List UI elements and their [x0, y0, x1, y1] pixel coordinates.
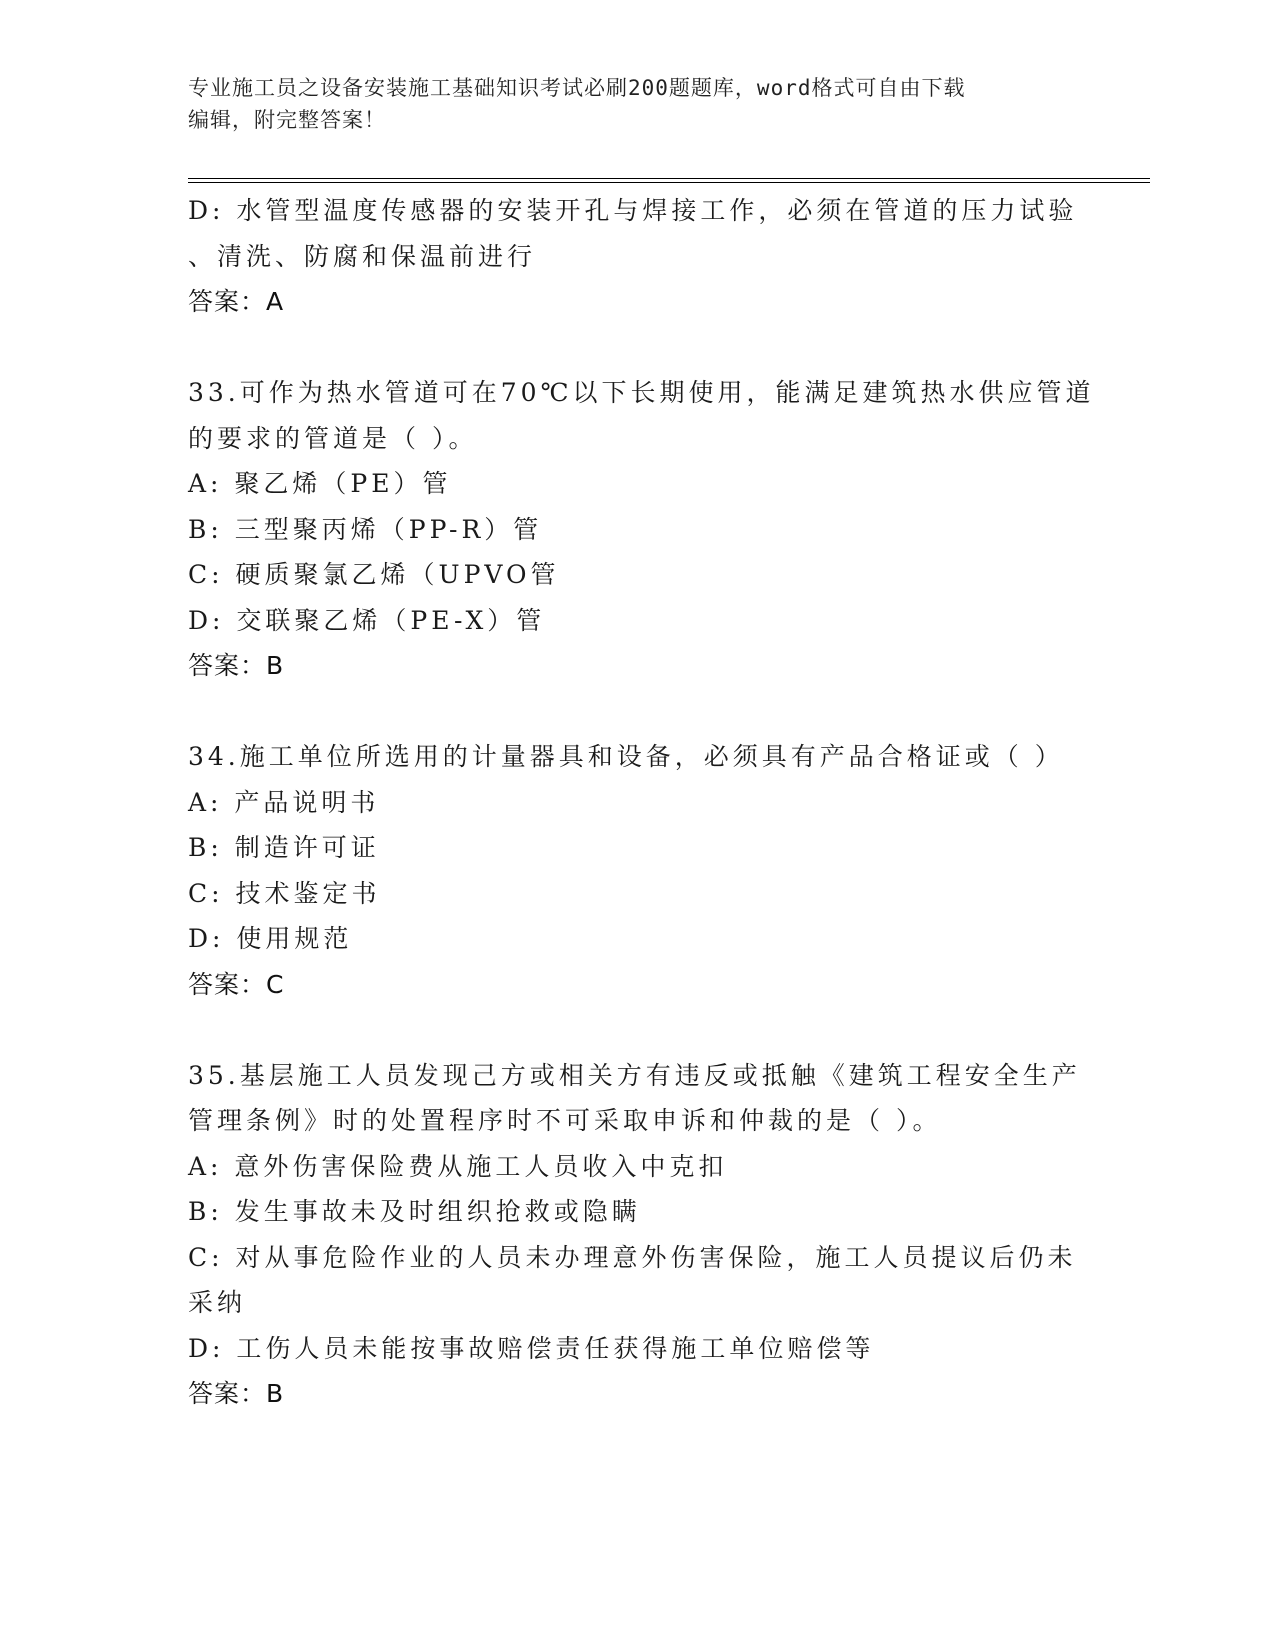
option-d: D: 交联聚乙烯（PE-X）管	[188, 605, 546, 635]
page-header	[188, 72, 1088, 136]
option-d-continued: 、清洗、防腐和保温前进行	[188, 241, 537, 271]
question-33	[188, 370, 1095, 689]
option-a: A: 意外伤害保险费从施工人员收入中克扣	[188, 1151, 728, 1181]
answer-line: 答案：B	[188, 651, 285, 680]
question-stem: 33.可作为热水管道可在70℃以下长期使用，能满足建筑热水供应管道	[188, 378, 1095, 407]
question-stem: 35.基层施工人员发现己方或相关方有违反或抵触《建筑工程安全生产	[188, 1060, 1081, 1090]
option-a: A: 产品说明书	[188, 787, 380, 817]
option-c-continued: 采纳	[188, 1288, 247, 1317]
spacer	[188, 1007, 1088, 1053]
question-stem-continued: 的要求的管道是（ ）。	[188, 423, 478, 453]
question-stem: 34.施工单位所选用的计量器具和设备，必须具有产品合格证或（ ）	[188, 742, 1064, 771]
question-35	[188, 1053, 1088, 1417]
option-d: D: 水管型温度传感器的安装开孔与焊接工作，必须在管道的压力试验	[188, 196, 1078, 225]
option-b: B: 发生事故未及时组织抢救或隐瞒	[188, 1197, 641, 1226]
header-title-line-2: 编辑，附完整答案！	[188, 108, 386, 132]
option-c: C: 对从事危险作业的人员未办理意外伤害保险，施工人员提议后仍未	[188, 1242, 1077, 1272]
option-d: D: 工伤人员未能按事故赔偿责任获得施工单位赔偿等	[188, 1333, 875, 1363]
option-b: B: 制造许可证	[188, 833, 380, 862]
question-content	[188, 188, 1095, 1417]
question-stem-continued: 管理条例》时的处置程序时不可采取申诉和仲裁的是（ ）。	[188, 1106, 942, 1135]
header-title-line-1: 专业施工员之设备安装施工基础知识考试必刷200题题库，word格式可自由下载	[188, 76, 966, 100]
answer-line: 答案：B	[188, 1379, 285, 1408]
option-a: A: 聚乙烯（PE）管	[188, 469, 452, 498]
option-d: D: 使用规范	[188, 924, 353, 953]
answer-line: 答案：A	[188, 287, 285, 316]
spacer	[188, 325, 1088, 371]
question-34	[188, 734, 1088, 1007]
previous-question-tail	[188, 188, 1088, 325]
option-b: B: 三型聚丙烯（PP-R）管	[188, 514, 543, 544]
option-c: C: 硬质聚氯乙烯（UPVO管	[188, 560, 560, 589]
answer-line: 答案：C	[188, 969, 285, 999]
option-c: C: 技术鉴定书	[188, 878, 381, 908]
spacer	[188, 689, 1088, 735]
header-double-rule	[188, 178, 1150, 183]
